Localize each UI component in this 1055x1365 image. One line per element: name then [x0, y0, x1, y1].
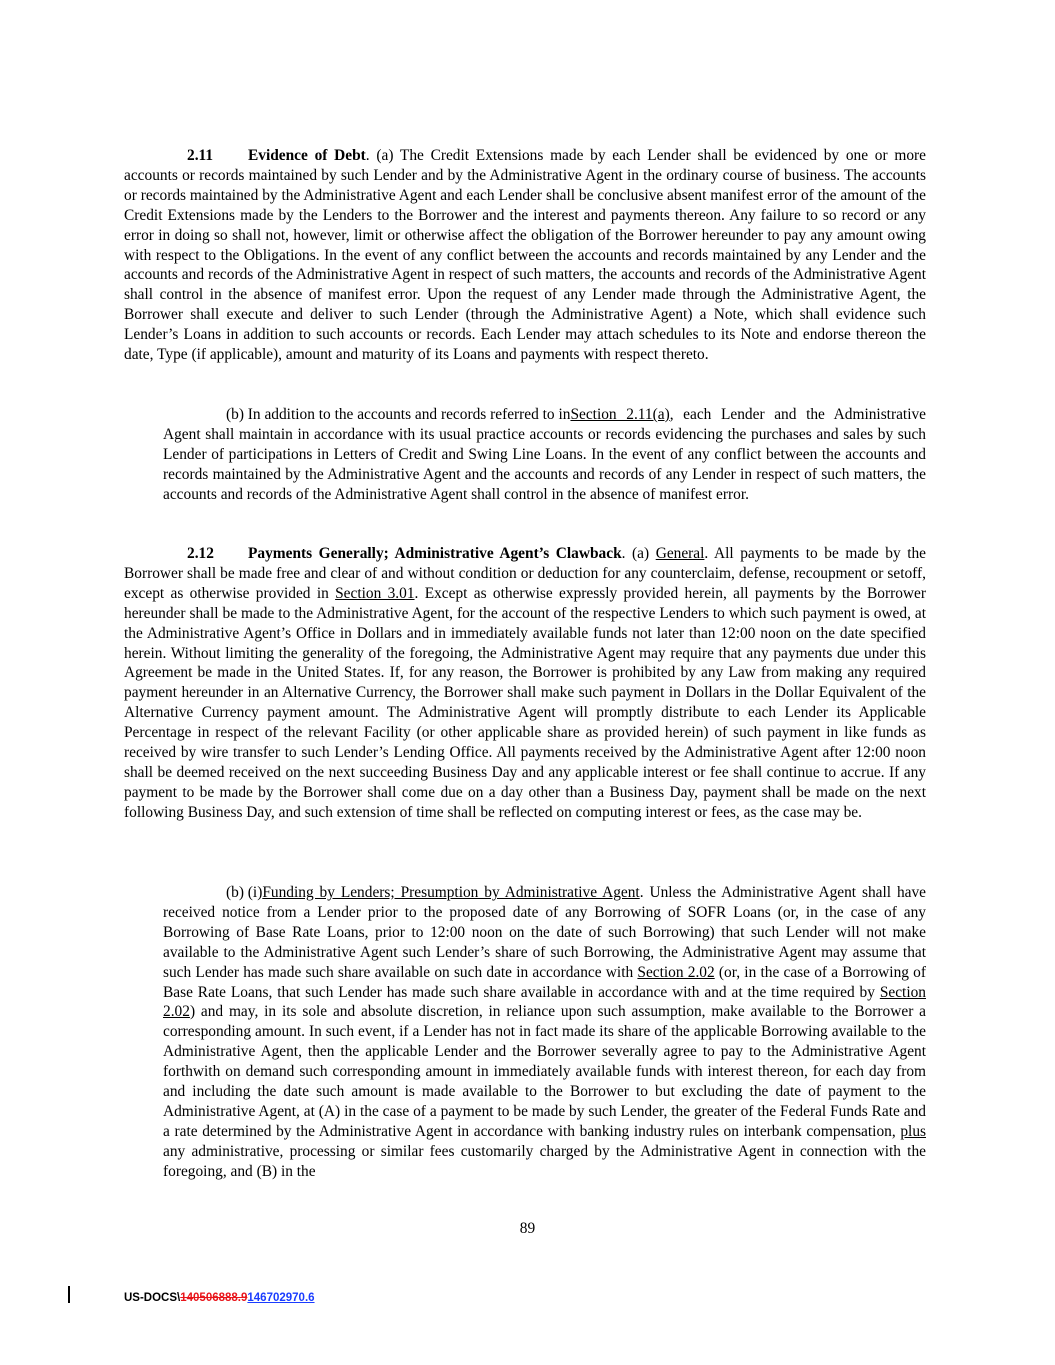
body-text: any administrative, processing or similar fees customarily charged by the Administrative Agent in connection with the foregoing, and (B) in the — [163, 1142, 926, 1180]
paragraph-label: . (a) — [621, 545, 656, 562]
section-heading: Evidence of Debt — [248, 147, 366, 164]
section-number: 2.11 — [187, 147, 214, 164]
footer-deleted-id: 140506888.9 — [180, 1292, 248, 1304]
paragraph-label: (b) (i) — [226, 884, 263, 901]
body-text: . Unless the Administrative Agent shall have received notice from a Lender prior to the proposed date of any Borrowing of SOFR Loans (or, in the case of any Borrowing of Base Rate Loans, prior to 12:00 noon on the date of such Borrowing) that such Lender will not make available to the Administrative Agent such Lender’s share of such Borrowing, the Administrative Agent may assume that such Lender has made such share available on such date in accordance with — [163, 884, 926, 981]
subsection-heading: Funding by Lenders; Presumption by Administrative Agent — [262, 884, 640, 901]
change-bar — [68, 1286, 70, 1303]
page-number: 89 — [519, 1220, 536, 1237]
subsection-heading: General — [655, 545, 705, 562]
section-number: 2.12 — [187, 545, 214, 562]
section-2-12-paragraph-b — [163, 883, 926, 1182]
emphasis-plus: plus — [900, 1122, 926, 1140]
cross-reference: Section 2.02 — [637, 963, 715, 981]
cross-reference: Section 2.11(a) — [570, 406, 670, 423]
body-text: . Except as otherwise expressly provided herein, all payments by the Borrower hereunder shall be made to the Administrative Agent, for the account of the respective Lenders to which such payment is owed, at the Administrative Agent’s Office in Dollars and in immediately available funds not later than 12:00 noon on the date specified herein. Without limiting the generality of the foregoing, the Administrative Agent may require that any payments due under this Agreement be made in the United States. If, for any reason, the Borrower is prohibited by any Law from making any required payment hereunder in an Alternative Currency, the Borrower shall make such payment in Dollars in the Dollar Equivalent of the Alternative Currency payment amount. The Administrative Agent will promptly distribute to each Lender its Applicable Percentage in respect of the relevant Facility (or other applicable share as provided herein) of such payment in like funds as received by wire transfer to such Lender’s Lending Office. All payments received by the Administrative Agent after 12:00 noon shall be deemed received on the next succeeding Business Day and any applicable interest or fee shall continue to accrue. If any payment to be made by the Borrower shall come due on a day other than a Business Day, payment shall be made on the next following Business Day, and such extension of time shall be reflected on computing interest or fees, as the case may be. — [124, 584, 926, 821]
body-text: (or, in the case of a Borrowing of Base Rate Loans, that such Lender has made such share available in accordance with and at the time required by — [163, 963, 926, 1001]
section-2-12-paragraph-a — [124, 544, 926, 823]
body-text: ) and may, in its sole and absolute discretion, in reliance upon such assumption, make available to the Borrower a corresponding amount. In such event, if a Lender has not in fact made its share of the applicable Borrowing available to the Administrative Agent, then the applicable Lender and the Borrower severally agree to pay to the Administrative Agent forthwith on demand such corresponding amount in immediately available funds with interest thereon, for each day from and including the date such amount is made available to the Borrower to but excluding the date of payment to the Administrative Agent, at (A) in the case of a payment to be made by such Lender, the greater of the Federal Funds Rate and a rate determined by the Administrative Agent in accordance with banking industry rules on interbank compensation, — [163, 1003, 926, 1140]
body-text: (b) In addition to the accounts and records referred to in — [226, 406, 571, 423]
cross-reference: Section 3.01 — [335, 584, 415, 602]
body-text: , each Lender and the Administrative Agent shall maintain in accordance with its usual practice accounts or records evidencing the purchases and sales by such Lender of participations in Letters of Credit and Swing Line Loans. In the event of any conflict between the accounts and records maintained by the Administrative Agent and the accounts and records of any Lender in respect of such matters, the accounts and records of the Administrative Agent shall control in the absence of manifest error. — [163, 406, 926, 503]
section-2-11-paragraph-a — [124, 146, 926, 365]
footer-prefix: US-DOCS\ — [124, 1292, 181, 1304]
section-2-11-paragraph-b — [163, 405, 926, 505]
section-heading: Payments Generally; Administrative Agent’s Clawback — [248, 545, 622, 562]
document-footer — [124, 1289, 315, 1309]
body-text: . All payments to be made by the Borrower shall be made free and clear of and without condition or deduction for any counterclaim, defense, recoupment or setoff, except as otherwise provided in — [124, 545, 927, 602]
cross-reference: Section 2.02 — [163, 983, 926, 1021]
footer-inserted-id: 146702970.6 — [247, 1292, 315, 1304]
body-text: . (a) The Credit Extensions made by each Lender shall be evidenced by one or more accounts or records maintained by such Lender and by the Administrative Agent in the ordinary course of business. The accounts or records maintained by the Administrative Agent and each Lender shall be conclusive absent manifest error of the amount of the Credit Extensions made by the Lenders to the Borrower and the interest and payments thereon. Any failure to so record or any error in doing so shall not, however, limit or otherwise affect the obligation of the Borrower hereunder to pay any amount owing with respect to the Obligations. In the event of any conflict between the accounts and records maintained by any Lender and the accounts and records of the Administrative Agent in respect of such matters, the accounts and records of the Administrative Agent shall control in the absence of manifest error. Upon the request of any Lender made through the Administrative Agent, the Borrower shall execute and deliver to such Lender (through the Administrative Agent) a Note, which shall evidence such Lender’s Loans in addition to such accounts or records. Each Lender may attach schedules to its Note and endorse thereon the date, Type (if applicable), amount and maturity of its Loans and payments with respect thereto. — [124, 147, 926, 364]
